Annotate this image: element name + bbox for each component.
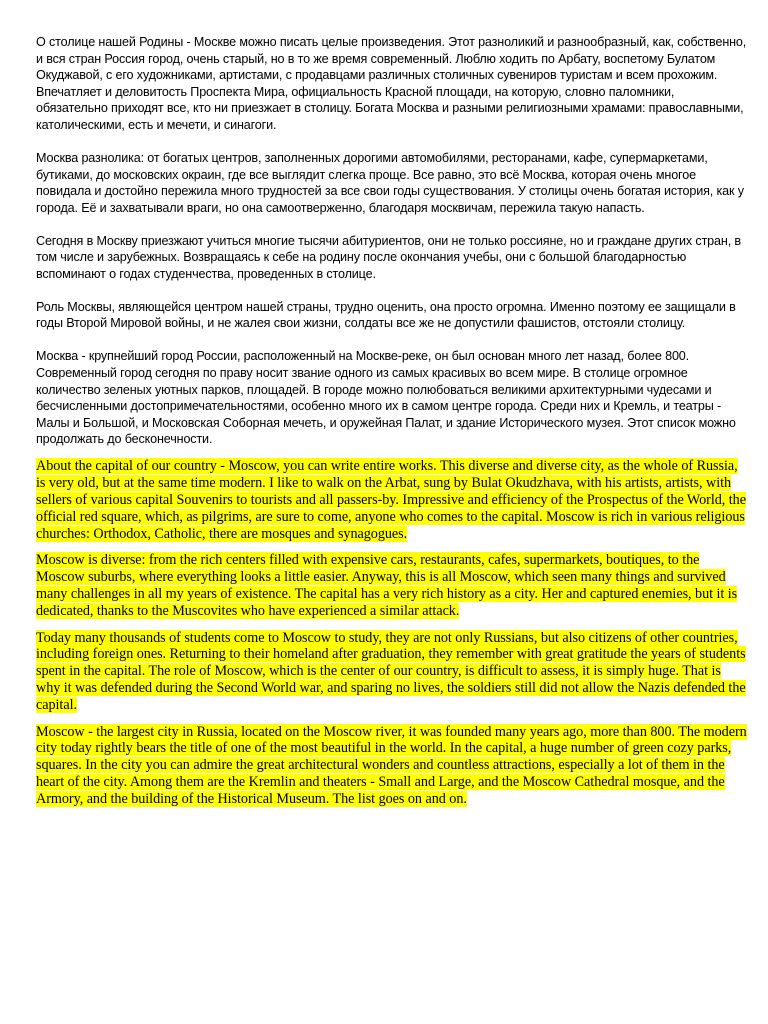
highlighted-text: Today many thousands of students come to Moscow to study, they are not only Russians, but also citizens of other countries, including foreign ones. Returning to their homeland after graduation, they remember with great gratitude the years of students spent in the capital. The role of Moscow, which is the center of our country, is difficult to assess, it is simply huge. That is why it was defended during the Second World war, and sparing no lives, the soldiers still did not allow the Nazis defended the capital. xyxy=(36,629,746,713)
english-paragraph-1 xyxy=(36,458,748,542)
english-paragraph-2 xyxy=(36,552,748,619)
highlighted-text: About the capital of our country - Moscow, you can write entire works. This diverse and diverse city, as the whole of Russia, is very old, but at the same time modern. I like to walk on the Arbat, sung by Bulat Okudzhava, with his artists, artists, with sellers of various capital Souvenirs to tourists and all passers-by. Impressive and efficiency of the Prospectus of the World, the official red square, which, as pilgrims, are sure to come, anyone who comes to the capital. Moscow is rich in various religious churches: Orthodox, Catholic, there are mosques and synagogues. xyxy=(36,458,746,542)
document-page xyxy=(36,34,748,818)
english-paragraph-4 xyxy=(36,724,748,808)
russian-paragraph-2: Москва разнолика: от богатых центров, заполненных дорогими автомобилями, ресторанами, кафе, супермаркетами, бутиками, до московских окраин, где все выглядит слегка проще. Все равно, это всё Москва, которая очень многое повидала и достойно пережила много трудностей за все свои годы существования. У столицы очень богатая история, как у города. Её и захватывали враги, но она самоотверженно, благодаря москвичам, пережила такую напасть. xyxy=(36,150,744,215)
russian-text-section xyxy=(36,34,748,448)
english-paragraph-3 xyxy=(36,630,748,714)
highlighted-text: Moscow - the largest city in Russia, located on the Moscow river, it was founded many years ago, more than 800. The modern city today rightly bears the title of one of the most beautiful in the world. In the capital, a huge number of green cozy parks, squares. In the city you can admire the great architectural wonders and countless attractions, especially a lot of them in the heart of the city. Among them are the Kremlin and theaters - Small and Large, and the Moscow Cathedral mosque, and the Armory, and the building of the Historical Museum. The list goes on and on. xyxy=(36,723,747,807)
russian-paragraph-4: Роль Москвы, являющейся центром нашей страны, трудно оценить, она просто огромна. Именно поэтому ее защищали в годы Второй Мировой войны, и не жалея свои жизни, солдаты все же не допустили фашистов, отстояли столицу. xyxy=(36,299,736,331)
russian-paragraph-3: Сегодня в Москву приезжают учиться многие тысячи абитуриентов, они не только россияне, но и граждане других стран, в том числе и зарубежных. Возвращаясь к себе на родину после окончания учебы, они с большой благодарностью вспоминают о годах студенчества, проведенных в столице. xyxy=(36,233,741,281)
russian-paragraph-1: О столице нашей Родины - Москве можно писать целые произведения. Этот разноликий и разнообразный, как, собственно, и вся стран Россия город, очень старый, но в то же время современный. Люблю ходить по Арбату, воспетому Булатом Окуджавой, с его художниками, артистами, с продавцами различных столичных сувениров туристам и всем прохожим. Впечатляет и деловитость Проспекта Мира, официальность Красной площади, на которую, словно паломники, обязательно приходят все, кто ни приезжает в столицу. Богата Москва и разными религиозными храмами: православными, католическими, есть и мечети, и синагоги. xyxy=(36,35,747,132)
english-translation-section xyxy=(36,458,748,807)
highlighted-text: Moscow is diverse: from the rich centers filled with expensive cars, restaurants, cafes, supermarkets, boutiques, to the Moscow suburbs, where everything looks a little easier. Anyway, this is all Moscow, which seen many things and survived many challenges in all my years of existence. The capital has a very rich history as a city. Her and captured enemies, but it is dedicated, thanks to the Muscovites who have experienced a similar attack. xyxy=(36,552,738,619)
russian-paragraph-5: Москва - крупнейший город России, расположенный на Москве-реке, он был основан много лет назад, более 800. Современный город сегодня по праву носит звание одного из самых красивых во всем мире. В столице огромное количество зеленых уютных парков, площадей. В городе можно полюбоваться великими архитектурными чудесами и бесчисленными достопримечательностями, особенно много их в самом центре города. Среди них и Кремль, и театры - Малы и Большой, и Московская Соборная мечеть, и оружейная Палат, и здание Исторического музея. Этот список можно продолжать до бесконечности. xyxy=(36,349,736,447)
